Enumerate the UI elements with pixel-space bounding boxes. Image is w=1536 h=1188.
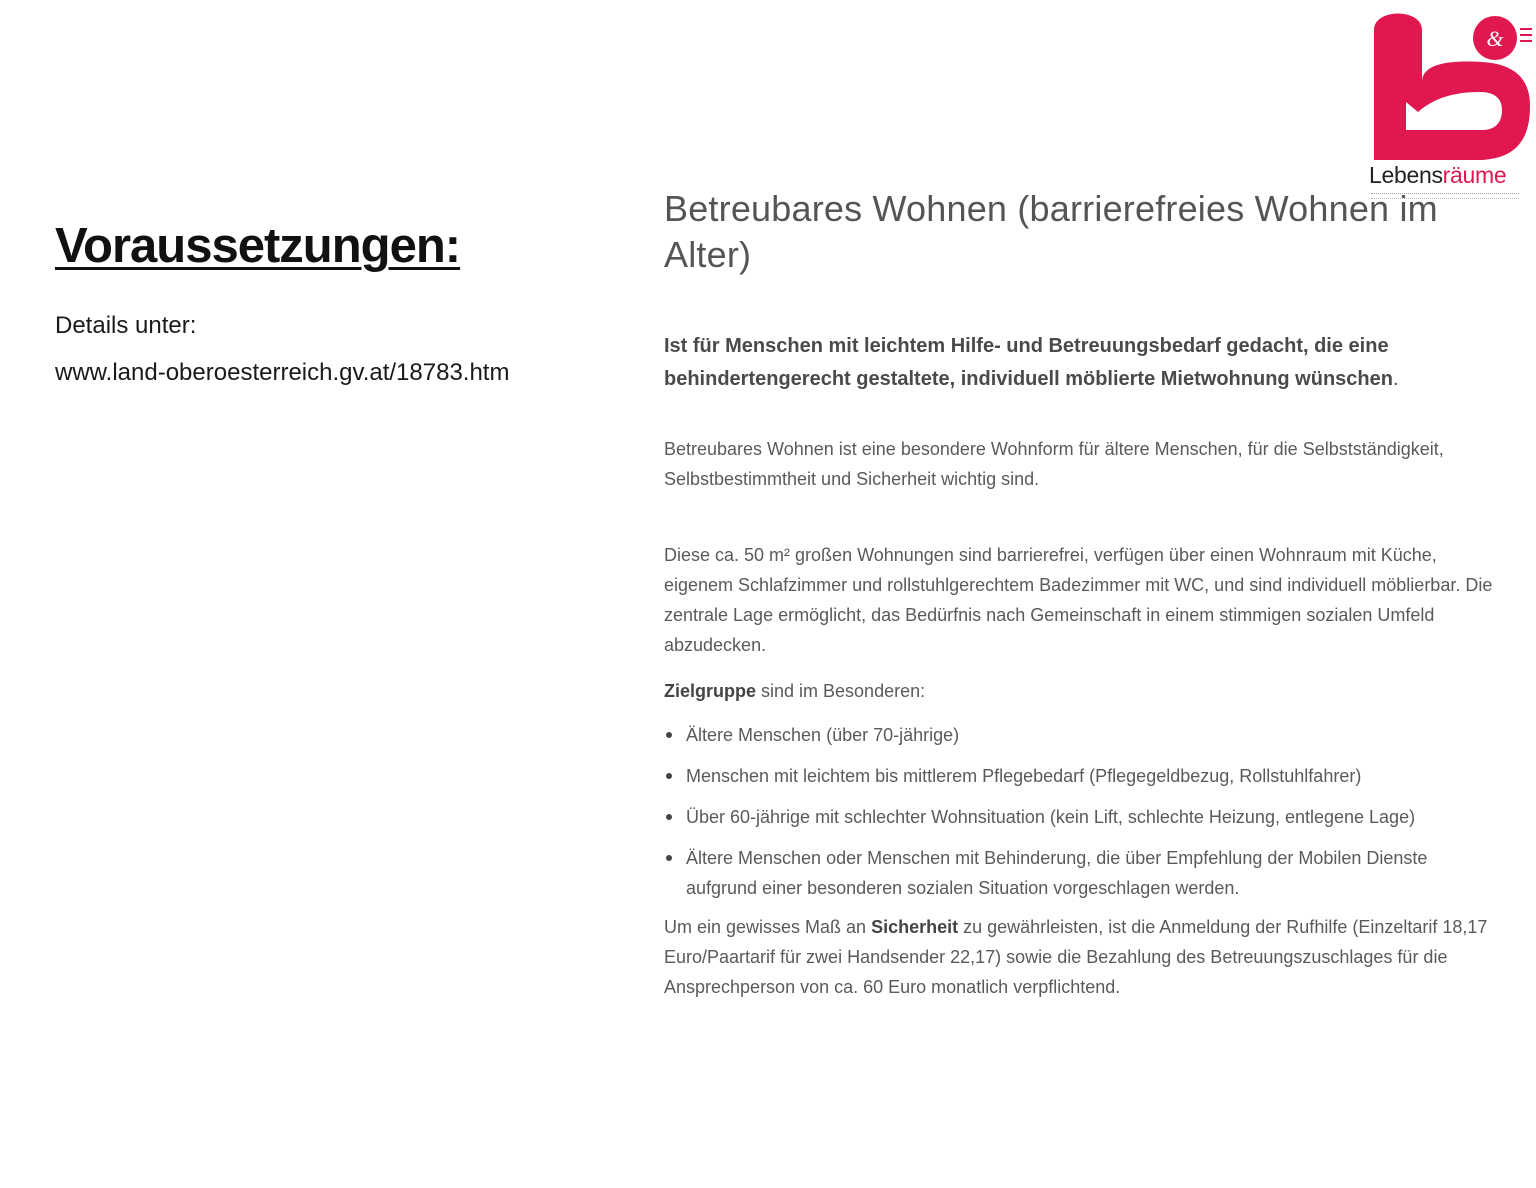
list-item: Über 60-jährige mit schlechter Wohnsituation (kein Lift, schlechte Heizung, entlegene Lage)	[664, 802, 1494, 832]
target-group-list	[664, 720, 1494, 903]
list-item: Ältere Menschen (über 70-jährige)	[664, 720, 1494, 750]
list-item: Menschen mit leichtem bis mittlerem Pflegebedarf (Pflegegeldbezug, Rollstuhlfahrer)	[664, 761, 1494, 791]
bullet-icon	[666, 855, 672, 861]
bullet-icon	[666, 814, 672, 820]
details-url: www.land-oberoesterreich.gv.at/18783.htm	[55, 359, 510, 386]
article-lead: Ist für Menschen mit leichtem Hilfe- und Betreuungsbedarf gedacht, die eine behindertengerecht gestaltete, individuell möblierte Mietwohnung wünschen.	[664, 335, 1399, 390]
page-title: Voraussetzungen:	[55, 219, 461, 273]
bullet-icon	[666, 732, 672, 738]
details-label: Details unter:	[55, 312, 197, 339]
article-paragraph-2: Diese ca. 50 m² großen Wohnungen sind barrierefrei, verfügen über einen Wohnraum mit Küche, eigenem Schlafzimmer und rollstuhlgerechtem Badezimmer mit WC, und sind individuell möblierbar. Die zentrale Lage ermöglicht, das Bedürfnis nach Gemeinschaft in einem stimmigen sozialen Umfeld abzudecken.	[664, 545, 1493, 655]
target-group-intro: Zielgruppe sind im Besonderen:	[664, 681, 926, 701]
article-paragraph-3: Um ein gewisses Maß an Sicherheit zu gewährleisten, ist die Anmeldung der Rufhilfe (Einzeltarif 18,17 Euro/Paartarif für zwei Handsender 22,17) sowie die Bezahlung des Betreuungszuschlages für die Ansprechperson von ca. 60 Euro monatlich verpflichtend.	[664, 917, 1488, 997]
list-item: Ältere Menschen oder Menschen mit Behinderung, die über Empfehlung der Mobilen Dienste aufgrund einer besonderen sozialen Situation vorgeschlagen werden.	[664, 843, 1494, 903]
logo-wordmark: Lebensräume	[1369, 162, 1507, 188]
article-paragraph-1: Betreubares Wohnen ist eine besondere Wohnform für ältere Menschen, für die Selbstständigkeit, Selbstbestimmtheit und Sicherheit wichtig sind.	[664, 439, 1444, 489]
logo-badge-mark: &	[1486, 26, 1504, 51]
article-title: Betreubares Wohnen (barrierefreies Wohnen im Alter)	[664, 188, 1438, 275]
article	[664, 186, 1494, 1002]
bullet-icon	[666, 773, 672, 779]
